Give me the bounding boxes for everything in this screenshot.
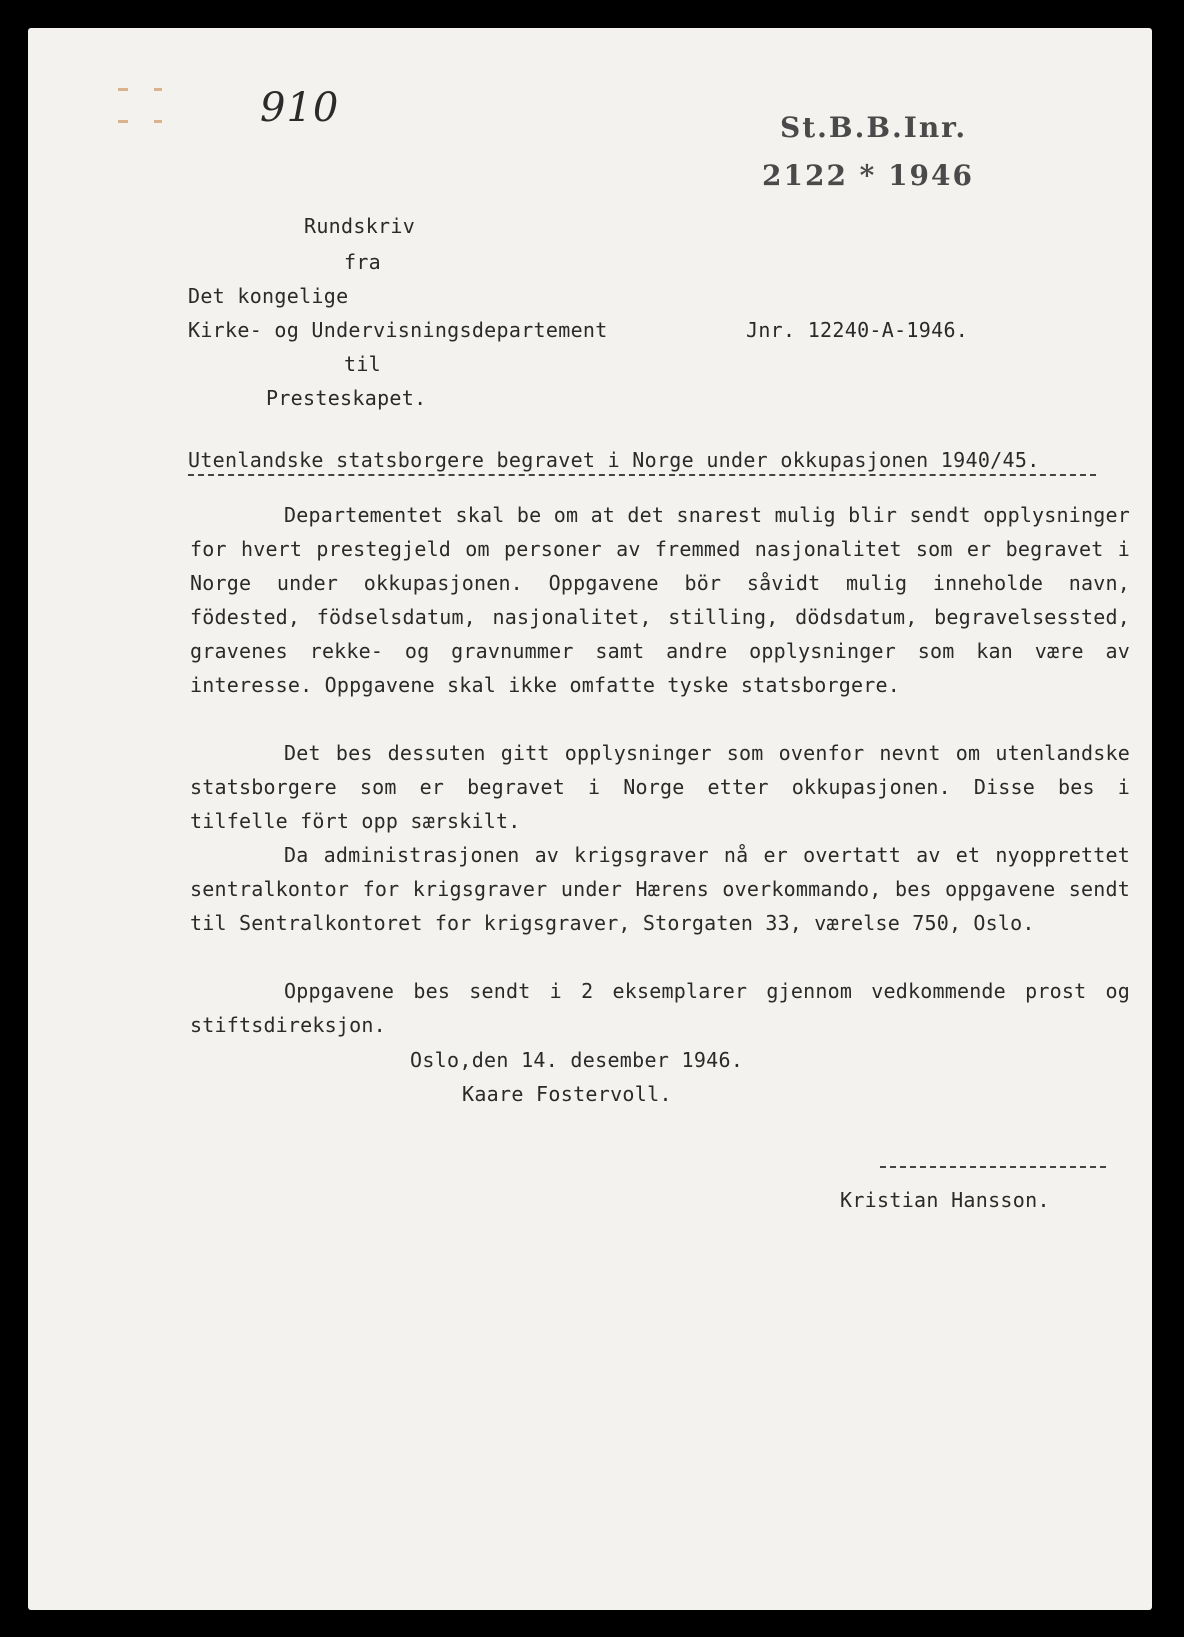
place-date: Oslo,den 14. desember 1946. [410,1048,744,1072]
paragraph-1: Departementet skal be om at det snarest mulig blir sendt opplysninger for hvert prestegjeld om personer av fremmed nasjonalitet som er begravet i Norge under okkupasjonen. Oppgavene bör såvidt mulig inneholde navn, födested, födselsdatum, nasjonalitet, stilling, dödsdatum, begravelsessted, gravenes rekke- og gravnummer samt andre opplysninger som kan være av interesse. Oppgavene skal ikke omfatte tyske statsborgere. [190,503,1130,697]
signer-1: Kaare Fostervoll. [462,1082,672,1106]
paragraph-3: Da administrasjonen av krigsgraver nå er overtatt av et nyopprettet sentralkontor for krigsgraver under Hærens overkommando, bes oppgavene sendt til Sentralkontoret for krigsgraver, Storgaten 33, værelse 750, Oslo. [190,843,1130,935]
header-recipient: Presteskapet. [266,386,427,410]
header-sender-2: Kirke- og Undervisningsdepartement [188,318,608,342]
header-fra: fra [344,250,382,274]
header-til: til [344,352,382,376]
signature-line [880,1166,1106,1168]
signer-2: Kristian Hansson. [840,1188,1050,1212]
handwritten-number: 910 [260,85,340,131]
header-rundskriv: Rundskriv [304,214,416,238]
paragraph-4: Oppgavene bes sendt i 2 eksemplarer gjennom vedkommende prost og stiftsdireksjon. [190,979,1130,1037]
header-sender-1: Det kongelige [188,284,349,308]
subject-line: Utenlandske statsborgere begravet i Norge under okkupasjonen 1940/45. [188,448,1040,472]
ink-mark [118,120,128,123]
subject-underline [188,474,1096,476]
ink-mark [154,120,162,123]
paragraph-2: Det bes dessuten gitt opplysninger som ovenfor nevnt om utenlandske statsborgere som er begravet i Norge etter okkupasjonen. Disse bes i tilfelle fört opp særskilt. [190,741,1130,833]
document-page [28,28,1152,1610]
stamp-line-1: St.B.B.Inr. [780,111,968,144]
stamp-line-2: 2122 * 1946 [762,159,974,192]
ink-mark [154,88,162,91]
journal-number: Jnr. 12240-A-1946. [746,318,969,342]
ink-mark [118,88,128,91]
